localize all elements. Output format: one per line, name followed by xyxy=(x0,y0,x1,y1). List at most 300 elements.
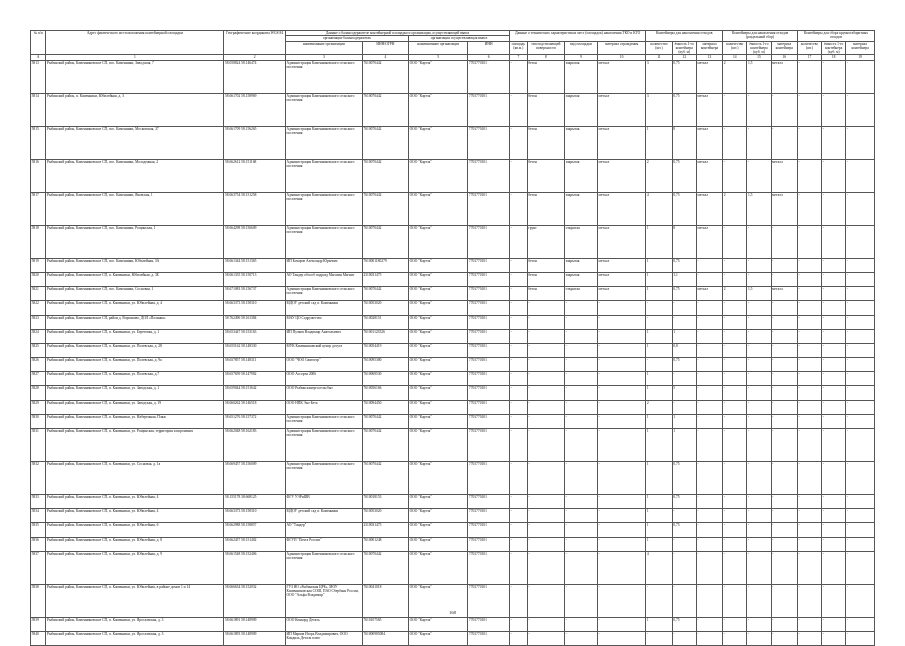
owner-inn: 7610018153 xyxy=(362,495,408,509)
table-row xyxy=(31,159,875,192)
site-coordinates: 58.663754 58.151258 xyxy=(224,192,286,225)
sep-volume: - xyxy=(747,358,771,372)
sep-volume: 1,5 xyxy=(747,192,771,225)
carrier-name: ООО "Картэк" xyxy=(408,93,467,126)
sep-material: - xyxy=(771,509,797,523)
fence-material: металл xyxy=(597,272,645,286)
header-carrier: организация осуществляющая вывоз xyxy=(408,36,509,41)
tko-volume: - xyxy=(672,584,696,617)
surface-type: - xyxy=(527,551,564,584)
site-address: Рыбинский район, Каменниковское СП, п. Каменники, ул. Полевская, д.7 xyxy=(46,372,224,386)
carrier-inn: 7703770101 xyxy=(468,60,510,93)
carrier-inn: 7703770101 xyxy=(468,192,510,225)
table-body xyxy=(31,60,875,645)
kgo-count: - xyxy=(797,584,821,617)
site-area: - xyxy=(510,414,528,428)
header-inn-ogrn: ИНН/ОГРН xyxy=(362,41,408,55)
owner-inn: 7610070442 xyxy=(362,225,408,258)
kgo-count: - xyxy=(797,287,821,301)
site-address: Рыбинский район, Каменниковское СП, п. Каменники, Юбилейная, д. 3Б xyxy=(46,272,224,286)
surface-type: - xyxy=(527,315,564,329)
owner-inn: 7610070442 xyxy=(362,462,408,495)
tko-volume: 0,75 xyxy=(672,495,696,509)
kgo-volume: - xyxy=(822,462,846,495)
fence-material: - xyxy=(597,495,645,509)
sep-volume: - xyxy=(747,617,771,631)
tko-volume: 0,75 xyxy=(672,258,696,272)
kgo-material: - xyxy=(846,617,875,631)
owner-inn: 7610095380 xyxy=(362,358,408,372)
site-kind: закрытая xyxy=(565,60,598,93)
owner-inn: 7610001248 xyxy=(362,537,408,551)
kgo-material: - xyxy=(846,343,875,357)
table-row xyxy=(31,301,875,315)
owner-name: Администрация Каменниковского сельского поселения xyxy=(285,429,362,462)
site-kind: закрытая xyxy=(565,192,598,225)
sep-volume: 1,5 xyxy=(747,287,771,301)
owner-name: ООО Конкорд Деталь xyxy=(285,617,362,631)
site-coordinates: 58.058824 58.146474 xyxy=(224,60,286,93)
site-address: Рыбинский район, Каменниковское СП, п. Каменники, ул. Юбилейная, 4 xyxy=(46,509,224,523)
fence-material: - xyxy=(597,429,645,462)
carrier-name: ООО "Картэк" xyxy=(408,258,467,272)
column-number: 4 xyxy=(362,55,408,60)
table-row xyxy=(31,429,875,462)
sep-count: - xyxy=(723,329,747,343)
sep-count: - xyxy=(723,429,747,462)
kgo-volume: - xyxy=(822,386,846,400)
site-coordinates: 58.662612 58.151168 xyxy=(224,159,286,192)
tko-material: - xyxy=(696,462,722,495)
carrier-name: ООО "Картэк" xyxy=(408,358,467,372)
tko-volume: 0,75 xyxy=(672,287,696,301)
table-header xyxy=(31,31,875,61)
row-index: 5829 xyxy=(31,400,46,414)
fence-material: - xyxy=(597,414,645,428)
sep-count: - xyxy=(723,414,747,428)
header-tko-count: количество (шт.) xyxy=(646,41,672,55)
fence-material: - xyxy=(597,400,645,414)
carrier-inn: 7703770101 xyxy=(468,631,510,645)
fence-material: - xyxy=(597,523,645,537)
owner-name: Администрация Каменниковского сельского поселения xyxy=(285,192,362,225)
row-index: 5830 xyxy=(31,414,46,428)
owner-inn: 761001123526 xyxy=(362,329,408,343)
site-address: Рыбинский район, Каменниковское СП, п. Каменники, ул. Юбилейная, д. 4 xyxy=(46,301,224,315)
owner-inn: 7610070442 xyxy=(362,126,408,159)
sep-count: - xyxy=(723,523,747,537)
site-address: Рыбинский район, Каменниковское СП, пос. Каменники, Заводская, 7 xyxy=(46,60,224,93)
site-address: Рыбинский район, Каменниковское СП, п. Каменники, ул. Полевская, д. 28 xyxy=(46,343,224,357)
kgo-volume: - xyxy=(822,287,846,301)
carrier-name: ООО "Картэк" xyxy=(408,509,467,523)
kgo-count: - xyxy=(797,301,821,315)
tko-count: 2 xyxy=(646,400,672,414)
row-index: 5825 xyxy=(31,343,46,357)
carrier-inn: 7703770101 xyxy=(468,315,510,329)
kgo-volume: - xyxy=(822,159,846,192)
tko-volume: 0,75 xyxy=(672,617,696,631)
kgo-count: - xyxy=(797,159,821,192)
owner-inn: 7610070442 xyxy=(362,192,408,225)
kgo-material: - xyxy=(846,93,875,126)
surface-type: - xyxy=(527,617,564,631)
carrier-inn: 7703770101 xyxy=(468,358,510,372)
kgo-volume: - xyxy=(822,631,846,645)
site-address: Рыбинский район, Каменниковское СП, п. Каменники, ул. Заводская, д. 1 xyxy=(46,386,224,400)
carrier-name: ООО "Картэк" xyxy=(408,159,467,192)
sep-volume: - xyxy=(747,523,771,537)
owner-name: МАУ ЦО Содружество xyxy=(285,315,362,329)
owner-inn: 2310031475 xyxy=(362,523,408,537)
sep-material: - xyxy=(771,315,797,329)
column-number: 8 xyxy=(527,55,564,60)
fence-material: - xyxy=(597,537,645,551)
sep-material: - xyxy=(771,301,797,315)
site-area: - xyxy=(510,126,528,159)
tko-count: 1 xyxy=(646,225,672,258)
carrier-inn: 7703770101 xyxy=(468,617,510,631)
fence-material: - xyxy=(597,358,645,372)
carrier-name: ООО "Картэк" xyxy=(408,301,467,315)
tko-material: - xyxy=(696,372,722,386)
fence-material: металл xyxy=(597,192,645,225)
carrier-name: ООО "Картэк" xyxy=(408,60,467,93)
table-row xyxy=(31,93,875,126)
row-index: 5824 xyxy=(31,329,46,343)
table-row xyxy=(31,258,875,272)
site-address: Рыбинский район, Каменниковское СП, п. Каменники, ул. Юбилейная, в районе домов 1 и 14 xyxy=(46,584,224,617)
kgo-material: - xyxy=(846,523,875,537)
tko-count: 2 xyxy=(646,159,672,192)
site-address: Рыбинский район, Каменниковское СП, п. Каменники, ул. Юбилейная, 6 xyxy=(46,523,224,537)
row-index: 5816 xyxy=(31,159,46,192)
fence-material: металл xyxy=(597,93,645,126)
row-index: 5839 xyxy=(31,617,46,631)
owner-name: ООО Ассорти 2006 xyxy=(285,372,362,386)
site-kind: закрытая xyxy=(565,93,598,126)
sep-material: - xyxy=(771,372,797,386)
site-area: - xyxy=(510,258,528,272)
kgo-volume: - xyxy=(822,372,846,386)
kgo-volume: - xyxy=(822,509,846,523)
row-index: 5821 xyxy=(31,287,46,301)
site-area: - xyxy=(510,329,528,343)
header-carrier-name: наименование организации xyxy=(408,41,467,55)
carrier-name: ООО "Картэк" xyxy=(408,429,467,462)
row-index: 5828 xyxy=(31,386,46,400)
kgo-material: - xyxy=(846,429,875,462)
site-coordinates: 58.662457 58.151402 xyxy=(224,537,286,551)
row-index: 5826 xyxy=(31,358,46,372)
owner-name: Администрация Каменниковского сельского поселения xyxy=(285,93,362,126)
tko-count: - xyxy=(646,584,672,617)
kgo-volume: - xyxy=(822,584,846,617)
site-area: - xyxy=(510,343,528,357)
site-area: - xyxy=(510,462,528,495)
carrier-name: ООО "Картэк" xyxy=(408,287,467,301)
site-kind: - xyxy=(565,386,598,400)
tko-material: металл xyxy=(696,60,722,93)
fence-material: металл xyxy=(597,60,645,93)
kgo-count: - xyxy=(797,258,821,272)
surface-type: грунт xyxy=(527,225,564,258)
owner-inn: 7610107565 xyxy=(362,617,408,631)
carrier-name: ООО "Картэк" xyxy=(408,126,467,159)
tko-volume: - xyxy=(672,301,696,315)
row-index: 5823 xyxy=(31,315,46,329)
carrier-name: ООО "Картэк" xyxy=(408,462,467,495)
site-area: - xyxy=(510,315,528,329)
site-address: Рыбинский район, Каменниковское СП, пос. Каменники, Рощинская, 1 xyxy=(46,225,224,258)
tko-count: 4 xyxy=(646,192,672,225)
tko-material: металл xyxy=(696,192,722,225)
sep-volume: - xyxy=(747,495,771,509)
carrier-inn: 7703770101 xyxy=(468,414,510,428)
tko-material: металл xyxy=(696,159,722,192)
site-area: - xyxy=(510,93,528,126)
tko-volume: - xyxy=(672,631,696,645)
sep-material: - xyxy=(771,258,797,272)
kgo-count: - xyxy=(797,60,821,93)
owner-inn: 7610070442 xyxy=(362,287,408,301)
carrier-name: ООО "Картэк" xyxy=(408,400,467,414)
tko-count: 1 xyxy=(646,372,672,386)
site-kind: закрытая xyxy=(565,159,598,192)
fence-material: металл xyxy=(597,126,645,159)
kgo-volume: - xyxy=(822,617,846,631)
site-coordinates: 58.660262 58.146518 xyxy=(224,400,286,414)
tko-count: - xyxy=(646,358,672,372)
kgo-material: - xyxy=(846,301,875,315)
kgo-volume: - xyxy=(822,60,846,93)
tko-material: - xyxy=(696,329,722,343)
surface-type: бетон xyxy=(527,159,564,192)
sep-count: - xyxy=(723,272,747,286)
site-address: Рыбинский район, Каменниковское СП, п. Каменники, ул. Юбилейная, д. 8 xyxy=(46,537,224,551)
carrier-inn: 7703770101 xyxy=(468,93,510,126)
kgo-volume: - xyxy=(822,551,846,584)
sep-volume: - xyxy=(747,225,771,258)
owner-name: Администрация Каменниковского сельского поселения xyxy=(285,551,362,584)
table-row xyxy=(31,523,875,537)
sep-material: металл xyxy=(771,192,797,225)
tko-volume: 0,75 xyxy=(672,159,696,192)
tko-volume: 0,75 xyxy=(672,523,696,537)
kgo-material: - xyxy=(846,386,875,400)
kgo-material: - xyxy=(846,126,875,159)
sep-volume: - xyxy=(747,462,771,495)
site-area: - xyxy=(510,617,528,631)
tko-volume: 1 xyxy=(672,329,696,343)
carrier-name: ООО "Картэк" xyxy=(408,537,467,551)
kgo-count: - xyxy=(797,631,821,645)
site-address: Рыбинский район, Каменниковское СП, пос. Каменники, Сосновая, 1 xyxy=(46,287,224,301)
carrier-inn: 7703770101 xyxy=(468,301,510,315)
surface-type: - xyxy=(527,329,564,343)
kgo-count: - xyxy=(797,93,821,126)
header-containers-kgo: Контейнеры для сбора крупногабаритных отходов xyxy=(797,31,874,42)
sep-count: - xyxy=(723,358,747,372)
carrier-name: ООО "Картэк" xyxy=(408,343,467,357)
kgo-count: - xyxy=(797,509,821,523)
site-coordinates: 58.155178 38.668125 xyxy=(224,495,286,509)
tko-material: - xyxy=(696,429,722,462)
tko-count: 3 xyxy=(646,93,672,126)
site-kind: - xyxy=(565,358,598,372)
tko-material: металл xyxy=(696,225,722,258)
site-address: Рыбинский район, Каменниковское СП, пос. Каменники, Московская, 37 xyxy=(46,126,224,159)
surface-type: бетон xyxy=(527,258,564,272)
row-index: 5834 xyxy=(31,509,46,523)
kgo-material: - xyxy=(846,495,875,509)
kgo-material: - xyxy=(846,358,875,372)
sep-count: - xyxy=(723,301,747,315)
kgo-material: - xyxy=(846,372,875,386)
site-coordinates: 58.663373 58.158310 xyxy=(224,301,286,315)
carrier-inn: 7703770101 xyxy=(468,126,510,159)
sep-count: - xyxy=(723,372,747,386)
owner-inn: 7610069530 xyxy=(362,372,408,386)
surface-type: - xyxy=(527,537,564,551)
surface-type: бетон xyxy=(527,126,564,159)
carrier-name: ООО "Картэк" xyxy=(408,495,467,509)
owner-name: АО Тандер обособ подразд Магазин Магнит xyxy=(285,272,362,286)
tko-count: 1 xyxy=(646,287,672,301)
sep-material: - xyxy=(771,225,797,258)
site-coordinates: 58.662988 58.158857 xyxy=(224,523,286,537)
table-row xyxy=(31,126,875,159)
sep-material: - xyxy=(771,126,797,159)
owner-inn: 7610070442 xyxy=(362,551,408,584)
site-kind: - xyxy=(565,551,598,584)
kgo-volume: - xyxy=(822,93,846,126)
sep-volume: - xyxy=(747,414,771,428)
kgo-count: - xyxy=(797,225,821,258)
site-area: - xyxy=(510,358,528,372)
sep-count: - xyxy=(723,258,747,272)
kgo-material: - xyxy=(846,315,875,329)
sep-volume: - xyxy=(747,329,771,343)
tko-material: - xyxy=(696,631,722,645)
sep-count: - xyxy=(723,509,747,523)
kgo-volume: - xyxy=(822,414,846,428)
sep-material: - xyxy=(771,272,797,286)
carrier-name: ООО "Картэк" xyxy=(408,523,467,537)
owner-inn: 761000985084 xyxy=(362,631,408,645)
table-row xyxy=(31,329,875,343)
header-sep-material: материал контейнера xyxy=(771,41,797,55)
carrier-inn: 7703770101 xyxy=(468,386,510,400)
tko-volume: 1 xyxy=(672,414,696,428)
tko-count: 1 xyxy=(646,462,672,495)
kgo-volume: - xyxy=(822,301,846,315)
sep-volume: - xyxy=(747,343,771,357)
row-index: 5815 xyxy=(31,126,46,159)
column-number: 18 xyxy=(822,55,846,60)
carrier-name: ООО "Картэк" xyxy=(408,631,467,645)
kgo-count: - xyxy=(797,400,821,414)
sep-volume: - xyxy=(747,551,771,584)
kgo-count: - xyxy=(797,617,821,631)
carrier-name: ООО "Картэк" xyxy=(408,584,467,617)
site-kind: закрытая xyxy=(565,272,598,286)
column-number: 9 xyxy=(565,55,598,60)
sep-volume: - xyxy=(747,258,771,272)
kgo-count: - xyxy=(797,523,821,537)
column-number: 17 xyxy=(797,55,821,60)
owner-name: МДОУ детский сад п. Каменники xyxy=(285,301,362,315)
table-row xyxy=(31,225,875,258)
site-coordinates: 58.666634 58.152032 xyxy=(224,584,286,617)
sep-material: - xyxy=(771,429,797,462)
fence-material: металл xyxy=(597,287,645,301)
tko-volume: 0,75 xyxy=(672,60,696,93)
header-area: площадь (кв.м.) xyxy=(510,41,528,55)
tko-volume: - xyxy=(672,509,696,523)
site-address: Рыбинский район, Каменниковское СП, п. Каменники, ул. Ярославская, д. 3 xyxy=(46,631,224,645)
tko-material: - xyxy=(696,315,722,329)
tko-material: - xyxy=(696,258,722,272)
sep-volume: 1,5 xyxy=(747,60,771,93)
site-coordinates: 58.653447 58.153163 xyxy=(224,329,286,343)
site-area: - xyxy=(510,584,528,617)
header-tko-volume: ёмкость 1-го контейнера (куб. м) xyxy=(672,41,696,55)
header-site-kind: вид площадки xyxy=(565,41,598,55)
tko-volume: 0,75 xyxy=(672,192,696,225)
sep-material: металл xyxy=(771,159,797,192)
site-area: - xyxy=(510,287,528,301)
surface-type: - xyxy=(527,429,564,462)
table-row xyxy=(31,386,875,400)
kgo-material: - xyxy=(846,414,875,428)
site-coordinates: 58.671083 58.156737 xyxy=(224,287,286,301)
sep-count: - xyxy=(723,225,747,258)
site-coordinates: 58.661891 58.148909 xyxy=(224,617,286,631)
site-kind: - xyxy=(565,462,598,495)
kgo-count: - xyxy=(797,386,821,400)
kgo-volume: - xyxy=(822,192,846,225)
kgo-material: - xyxy=(846,192,875,225)
kgo-material: - xyxy=(846,225,875,258)
fence-material: металл xyxy=(597,258,645,272)
site-kind: открытая xyxy=(565,287,598,301)
carrier-inn: 7703770101 xyxy=(468,272,510,286)
kgo-count: - xyxy=(797,495,821,509)
carrier-inn: 7703770101 xyxy=(468,258,510,272)
sep-material: - xyxy=(771,329,797,343)
column-number: 2 xyxy=(224,55,286,60)
row-index: 5833 xyxy=(31,495,46,509)
row-index: 5817 xyxy=(31,192,46,225)
kgo-volume: - xyxy=(822,523,846,537)
site-kind: закрытая xyxy=(565,126,598,159)
owner-name: ИП Пучков Владимир Анатольевич xyxy=(285,329,362,343)
sep-volume: - xyxy=(747,372,771,386)
owner-inn: 7610041018 xyxy=(362,584,408,617)
site-kind: - xyxy=(565,372,598,386)
header-kgo-material: материал контейнера xyxy=(846,41,875,55)
owner-name: МДОУ детский сад п. Каменники xyxy=(285,509,362,523)
tko-material: - xyxy=(696,272,722,286)
owner-name: ФГУП "Почта России" xyxy=(285,537,362,551)
tko-count: 3 xyxy=(646,60,672,93)
header-owner-group: Данные о балансодержателе контейнерной площадки и организации, осуществляющей вывоз xyxy=(285,31,509,36)
surface-type: - xyxy=(527,386,564,400)
table-row xyxy=(31,537,875,551)
site-coordinates: 58.663373 58.158310 xyxy=(224,509,286,523)
kgo-material: - xyxy=(846,159,875,192)
